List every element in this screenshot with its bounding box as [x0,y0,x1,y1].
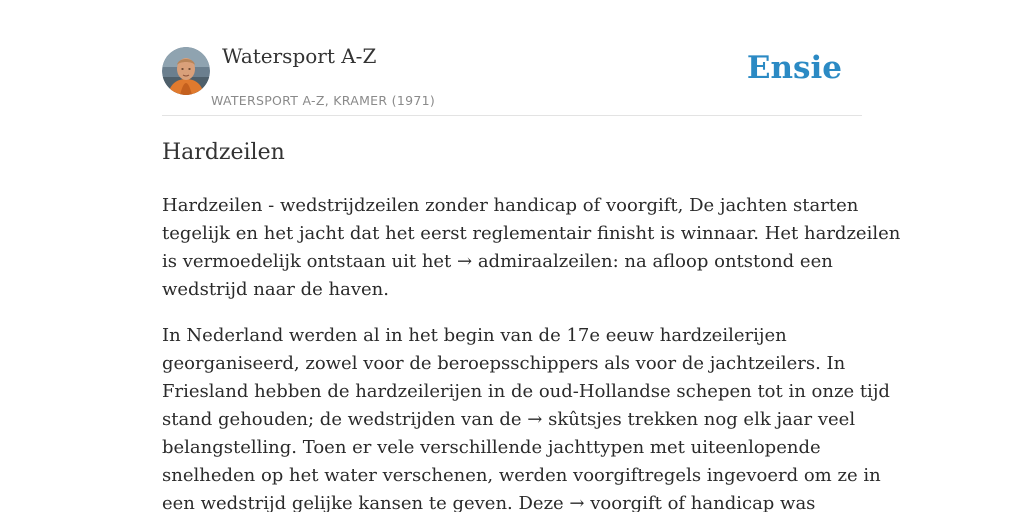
body-line: snelheden op het water verschenen, werden voorgiftregels ingevoerd om ze in [162,465,881,486]
source-header [162,0,862,116]
body-line: is vermoedelijk ontstaan uit het → admiraalzeilen: na afloop ontstond een [162,251,833,272]
body-line: georganiseerd, zowel voor de beroepsschippers als voor de jachtzeilers. In [162,353,846,374]
entry-container [162,0,901,512]
entry-body [162,192,901,512]
source-subtitle[interactable]: WATERSPORT A-Z, KRAMER (1971) [211,93,436,108]
body-line: wedstrijd naar de haven. [162,279,389,300]
source-title[interactable]: Watersport A-Z [222,44,377,68]
body-line: belangstelling. Toen er vele verschillende jachttypen met uiteenlopende [162,437,821,458]
body-line: In Nederland werden al in het begin van de 17e eeuw hardzeilerijen [162,325,787,346]
paragraph-gap [162,304,862,322]
body-line: stand gehouden; de wedstrijden van de → skûtsjes trekken nog elk jaar veel [162,409,856,430]
body-line: een wedstrijd gelijke kansen te geven. Deze → voorgift of handicap was [162,493,816,512]
body-line: Hardzeilen - wedstrijdzeilen zonder handicap of voorgift, De jachten starten [162,195,859,216]
brand-logo[interactable]: Ensie [746,50,842,86]
body-line: Friesland hebben de hardzeilerijen in de oud-Hollandse schepen tot in onze tijd [162,381,890,402]
body-line: tegelijk en het jacht dat het eerst reglementair finisht is winnaar. Het hardzeilen [162,223,901,244]
avatar[interactable] [162,47,210,95]
paragraph [162,322,890,512]
paragraph [162,192,901,304]
entry-title: Hardzeilen [162,140,285,165]
